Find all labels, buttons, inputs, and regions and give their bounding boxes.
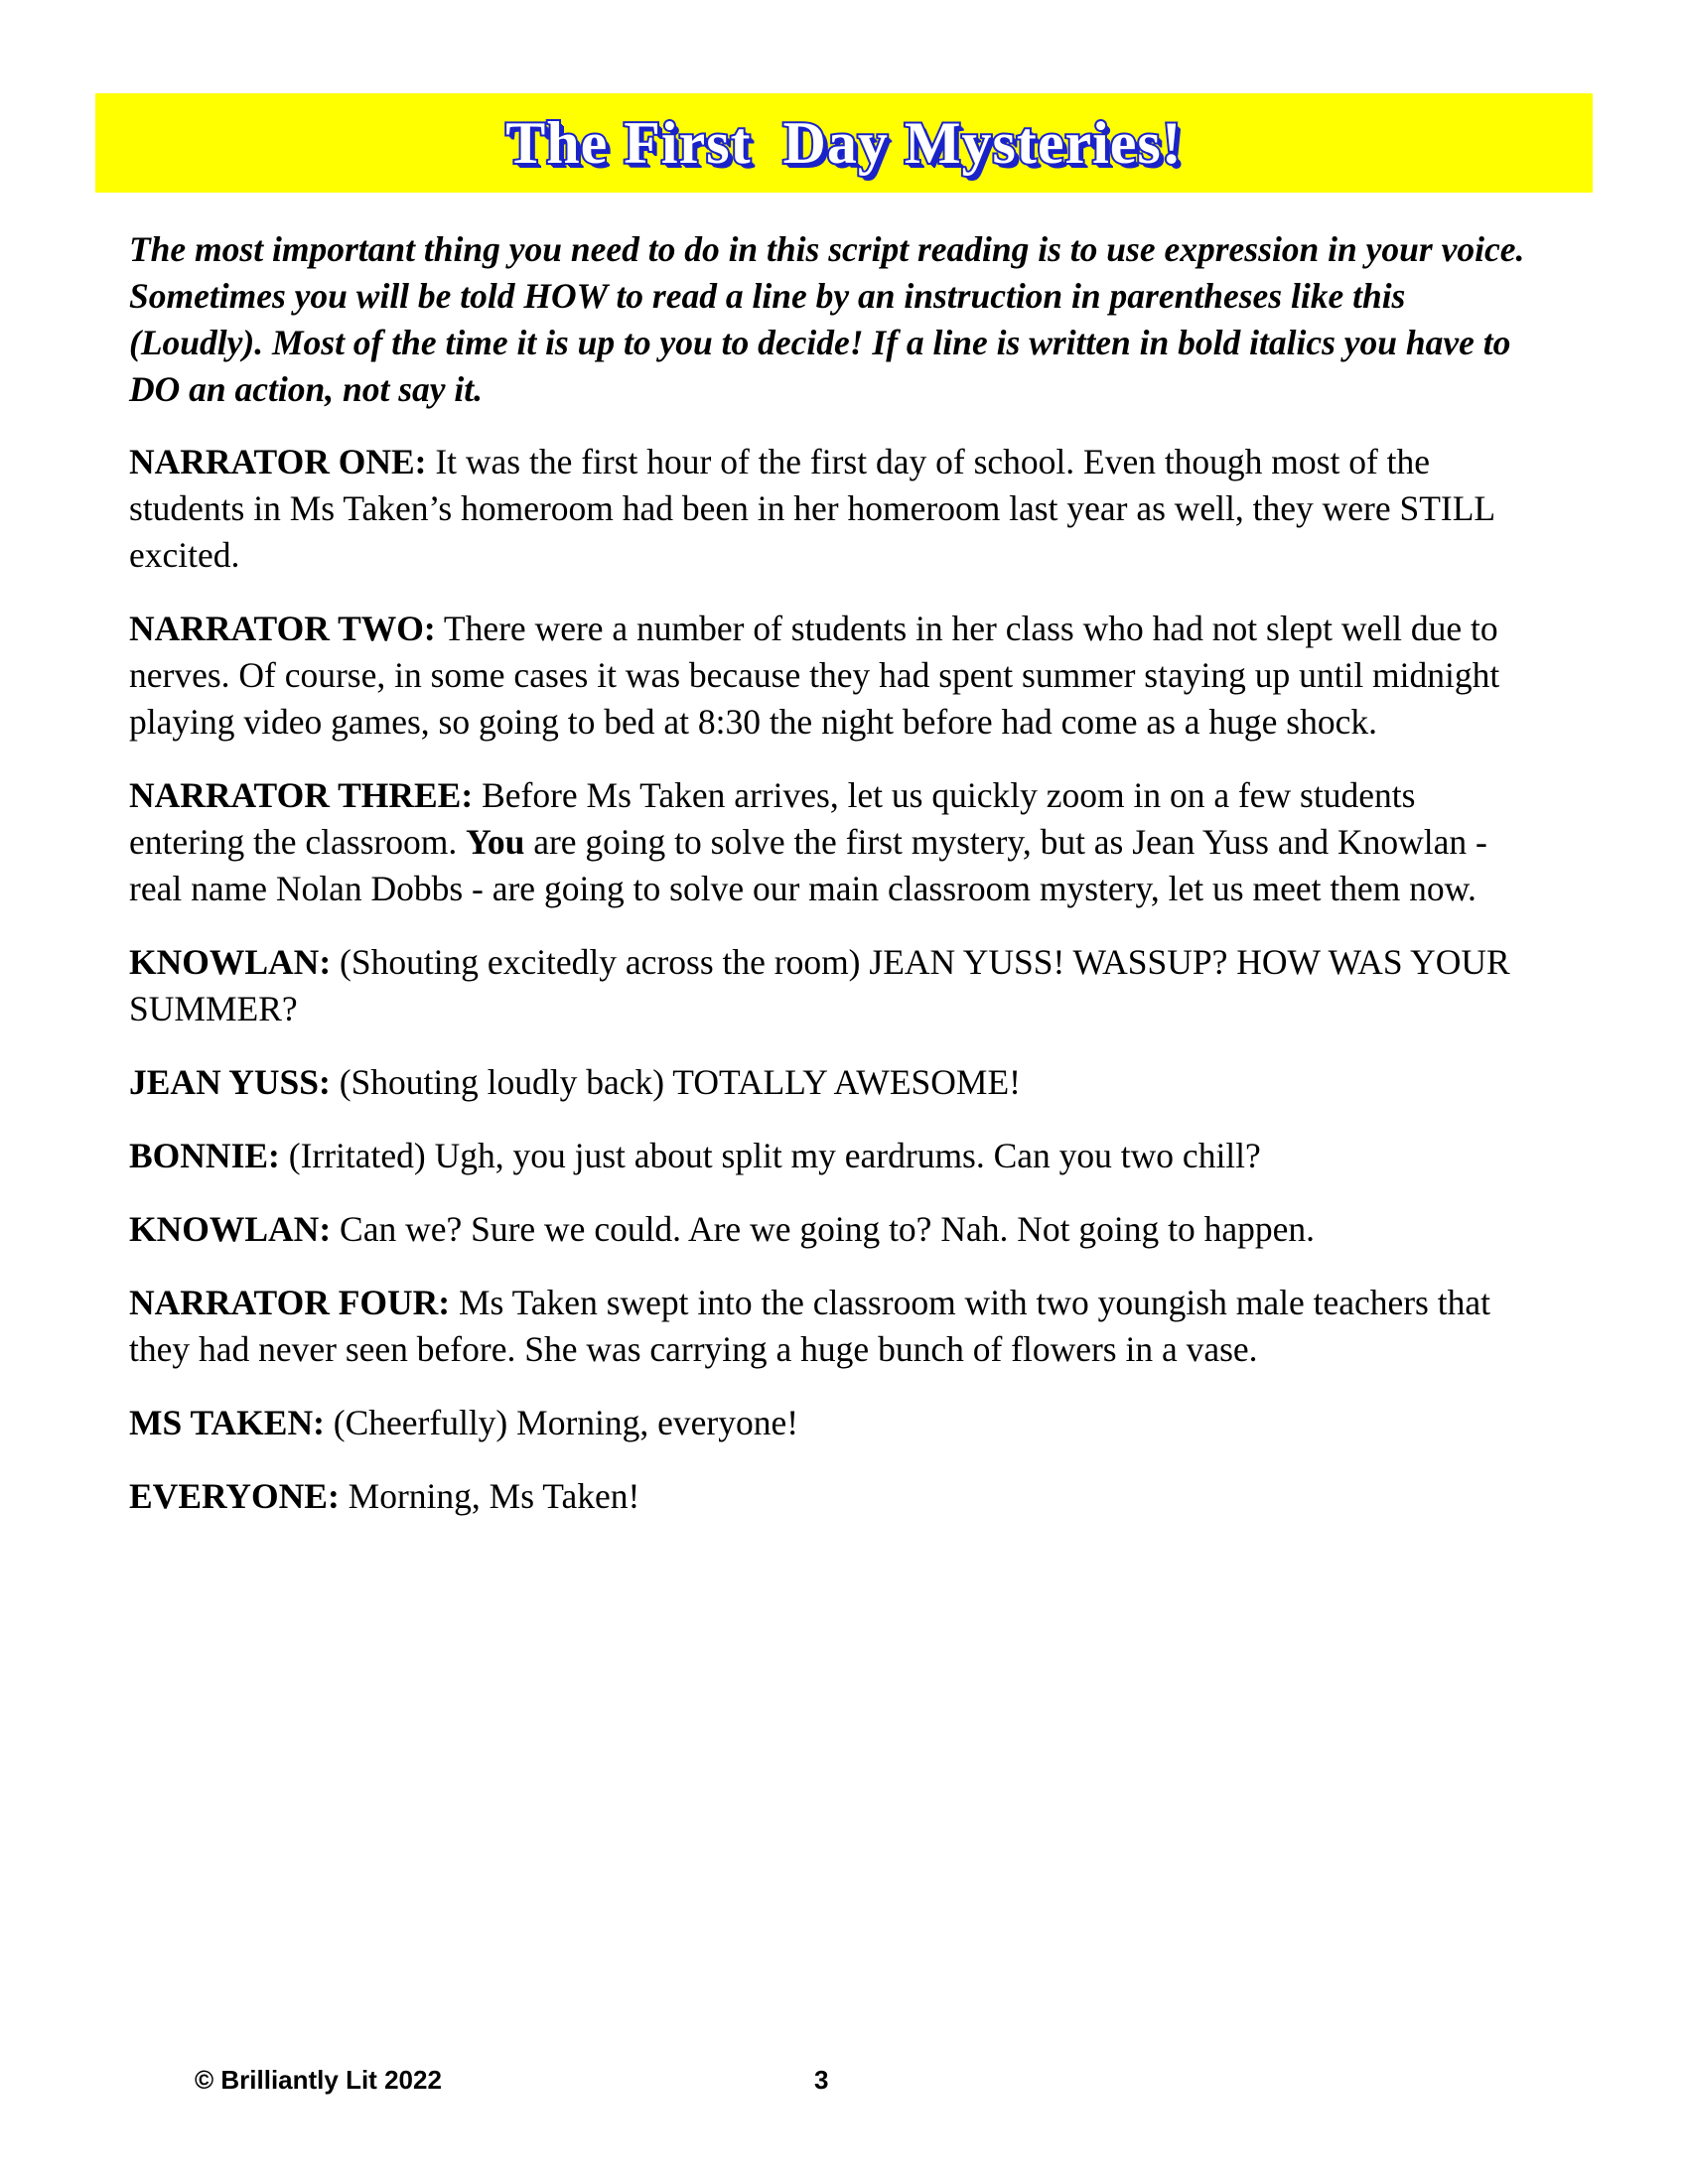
line-text: (Irritated) Ugh, you just about split my eardrums. Can you two chill?	[279, 1136, 1261, 1175]
line-text: It was the first hour of the first day of school. Even though most of the students in Ms Taken’s homeroom had been in her homeroom last year as well, they were STILL excited.	[129, 442, 1494, 575]
title-banner	[95, 93, 1593, 193]
speaker-label: KNOWLAN:	[129, 1209, 332, 1249]
line-text: Morning, Ms Taken!	[339, 1476, 640, 1516]
script-line	[129, 939, 1539, 1032]
script-line	[129, 1059, 1539, 1106]
script-line	[129, 1133, 1539, 1179]
page-footer	[0, 2063, 1688, 2103]
speaker-label: BONNIE:	[129, 1136, 280, 1175]
script-line	[129, 772, 1539, 912]
script-line	[129, 1280, 1539, 1373]
speaker-label: NARRATOR THREE:	[129, 775, 474, 815]
speaker-label: EVERYONE:	[129, 1476, 340, 1516]
page-title: The First Day Mysteries!	[505, 110, 1183, 176]
line-text-continued: are going to solve the first mystery, but as Jean Yuss and Knowlan - real name Nolan Dobbs - are going to solve our main classroom mystery, let us meet them now.	[129, 822, 1487, 908]
script-line	[129, 606, 1539, 746]
line-text: (Shouting excitedly across the room) JEAN YUSS! WASSUP? HOW WAS YOUR SUMMER?	[129, 942, 1510, 1028]
line-text: Before Ms Taken arrives, let us quickly zoom in on a few students entering the classroom.	[129, 775, 1416, 862]
script-line	[129, 1206, 1539, 1253]
speaker-label: JEAN YUSS:	[129, 1062, 331, 1102]
script-line	[129, 1400, 1539, 1446]
script-line	[129, 1473, 1539, 1520]
line-text: Ms Taken swept into the classroom with two youngish male teachers that they had never seen before. She was carrying a huge bunch of flowers in a vase.	[129, 1283, 1490, 1369]
line-text: There were a number of students in her class who had not slept well due to nerves. Of course, in some cases it was because they had spent summer staying up until midnight playing video games, so going to bed at 8:30 the night before had come as a huge shock.	[129, 609, 1500, 742]
script-line	[129, 439, 1539, 579]
line-emphasis: You	[466, 822, 525, 862]
speaker-label: MS TAKEN:	[129, 1403, 325, 1442]
line-text: Can we? Sure we could. Are we going to? Nah. Not going to happen.	[331, 1209, 1315, 1249]
copyright-notice: © Brilliantly Lit 2022	[195, 2065, 442, 2095]
speaker-label: NARRATOR ONE:	[129, 442, 427, 481]
speaker-label: NARRATOR FOUR:	[129, 1283, 451, 1322]
speaker-label: KNOWLAN:	[129, 942, 332, 982]
intro-instructions: The most important thing you need to do in this script reading is to use expression in your voice. Sometimes you will be told HOW to read a line by an instruction in parentheses like this (Loudly). Most of the time it is up to you to decide! If a line is written in bold italics you have to DO an action, not say it.	[129, 229, 1525, 409]
line-text: (Cheerfully) Morning, everyone!	[324, 1403, 799, 1442]
page-number: 3	[814, 2065, 829, 2095]
page-content	[129, 226, 1559, 1547]
line-text: (Shouting loudly back) TOTALLY AWESOME!	[330, 1062, 1021, 1102]
speaker-label: NARRATOR TWO:	[129, 609, 436, 648]
